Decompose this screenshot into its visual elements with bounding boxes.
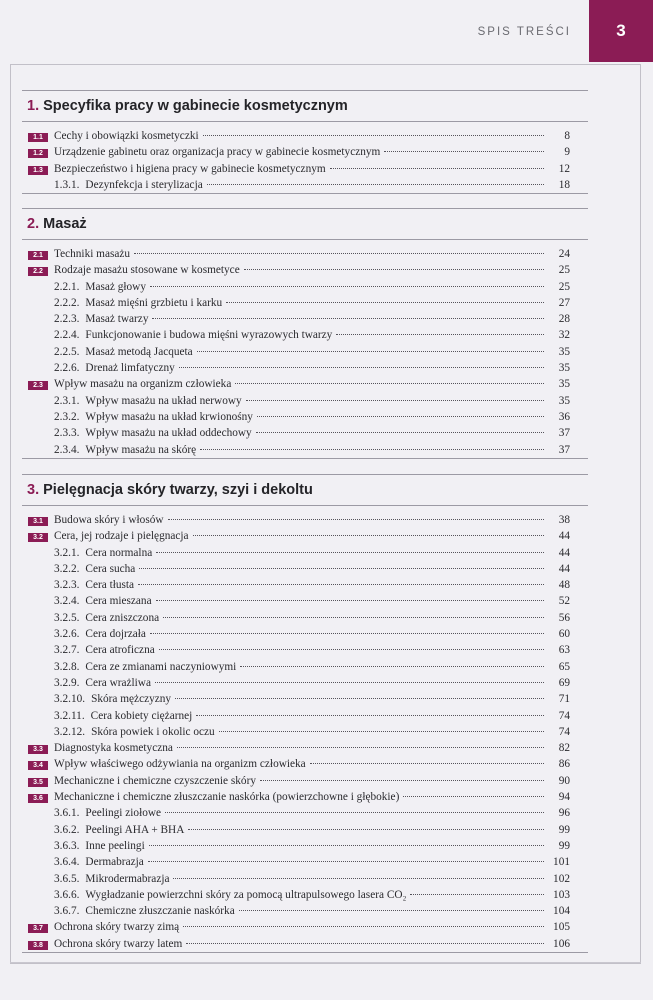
entry-number: 3.2.4. <box>54 595 80 608</box>
entry-number: 3.6.4. <box>54 856 80 869</box>
section-title: Specyfika pracy w gabinecie kosmetycznym <box>43 98 348 114</box>
toc-entry <box>22 425 588 441</box>
entry-page-number: 36 <box>558 410 570 423</box>
dot-leader <box>219 731 544 732</box>
entry-title: Wpływ masażu na układ nerwowy <box>85 394 242 407</box>
entry-page-number: 52 <box>558 595 570 608</box>
dot-leader <box>152 318 544 319</box>
dot-leader <box>239 910 544 911</box>
toc-entry <box>22 756 588 772</box>
toc-entry <box>22 442 588 458</box>
entry-title: Masaż twarzy <box>85 313 149 326</box>
toc-entry <box>22 822 588 838</box>
dot-leader <box>330 168 544 169</box>
dot-leader <box>175 698 544 699</box>
toc-entry <box>22 838 588 854</box>
dot-leader <box>256 432 544 433</box>
entry-page-number: 94 <box>558 791 570 804</box>
entry-page-number: 38 <box>558 514 570 526</box>
entry-title: Cera sucha <box>85 562 136 575</box>
dot-leader <box>149 845 544 846</box>
entry-title: Cera kobiety ciężarnej <box>90 709 193 722</box>
entry-title: Drenaż limfatyczny <box>85 362 175 375</box>
dot-leader <box>200 449 544 450</box>
toc-entry <box>22 724 588 740</box>
entry-number: 2.2.5. <box>54 345 80 358</box>
section-title: Masaż <box>43 216 87 232</box>
entry-title: Budowa skóry i włosów <box>54 514 164 526</box>
toc-entry <box>22 642 588 658</box>
entry-page-number: 35 <box>558 362 570 375</box>
toc-entry <box>22 903 588 919</box>
toc-entry <box>22 919 588 935</box>
toc-entry <box>22 360 588 376</box>
chapter-badge: 3.6 <box>28 794 48 803</box>
entry-title: Dezynfekcja i sterylizacja <box>85 178 203 191</box>
toc-entry <box>22 246 588 262</box>
entry-title: Cera ze zmianami naczyniowymi <box>85 660 237 673</box>
page-header <box>0 0 653 62</box>
entry-title: Cera wrażliwa <box>85 676 151 689</box>
entry-title: Peelingi AHA + BHA <box>85 823 185 836</box>
entry-page-number: 35 <box>558 345 570 358</box>
entry-title: Wpływ masażu na organizm człowieka <box>54 378 232 391</box>
dot-leader <box>177 747 544 748</box>
dot-leader <box>235 383 544 384</box>
entry-page-number: 103 <box>553 888 570 901</box>
entry-page-number: 12 <box>558 162 570 175</box>
toc-entry <box>22 789 588 805</box>
toc-entry <box>22 262 588 278</box>
dot-leader <box>226 302 544 303</box>
entry-number: 2.3.1. <box>54 394 80 407</box>
toc-entry <box>22 279 588 295</box>
toc-entry <box>22 626 588 642</box>
dot-leader <box>403 796 544 797</box>
dot-leader <box>196 715 544 716</box>
chapter-badge: 3.7 <box>28 924 48 933</box>
entry-page-number: 90 <box>558 774 570 787</box>
entry-page-number: 25 <box>558 280 570 293</box>
toc-entry <box>22 887 588 903</box>
entry-number: 3.2.11. <box>54 709 85 722</box>
chapter-badge: 1.3 <box>28 166 48 175</box>
entry-title: Wygładzanie powierzchni skóry za pomocą ultrapulsowego lasera CO₂ <box>85 888 407 901</box>
entry-page-number: 86 <box>558 758 570 771</box>
dot-leader <box>203 135 544 136</box>
entry-page-number: 8 <box>564 130 570 142</box>
dot-leader <box>159 649 544 650</box>
entry-title: Rodzaje masażu stosowane w kosmetyce <box>54 264 240 277</box>
entry-number: 2.2.1. <box>54 280 80 293</box>
entry-title: Masaż metodą Jacqueta <box>85 345 193 358</box>
section-heading <box>22 209 588 240</box>
entry-title: Cera tłusta <box>85 579 135 592</box>
dot-leader <box>150 286 544 287</box>
entry-page-number: 65 <box>558 660 570 673</box>
entry-page-number: 24 <box>558 248 570 260</box>
toc-entry <box>22 773 588 789</box>
chapter-badge: 1.2 <box>28 149 48 158</box>
entry-page-number: 74 <box>558 725 570 738</box>
section-title: Pielęgnacja skóry twarzy, szyi i dekoltu <box>43 482 313 498</box>
toc-entry <box>22 128 588 144</box>
entry-number: 3.2.2. <box>54 562 80 575</box>
entry-number: 3.6.1. <box>54 807 80 820</box>
entry-page-number: 69 <box>558 676 570 689</box>
entry-page-number: 27 <box>558 296 570 309</box>
dot-leader <box>257 416 544 417</box>
toc-entry <box>22 376 588 392</box>
toc-entry <box>22 327 588 343</box>
entry-page-number: 44 <box>558 530 570 543</box>
entry-title: Wpływ masażu na układ oddechowy <box>85 427 252 440</box>
toc-section <box>22 474 588 953</box>
entry-page-number: 48 <box>558 579 570 592</box>
toc-entry <box>22 577 588 593</box>
toc-entry <box>22 871 588 887</box>
dot-leader <box>384 151 544 152</box>
chapter-badge: 2.1 <box>28 251 48 260</box>
entry-number: 2.3.3. <box>54 427 80 440</box>
section-heading <box>22 91 588 122</box>
dot-leader <box>168 519 544 520</box>
footer-rule <box>10 962 641 963</box>
dot-leader <box>148 861 544 862</box>
entry-page-number: 9 <box>564 146 570 159</box>
toc-section <box>22 90 588 194</box>
entry-title: Bezpieczeństwo i higiena pracy w gabinecie kosmetycznym <box>54 162 326 175</box>
entry-title: Masaż mięśni grzbietu i karku <box>85 296 223 309</box>
entry-page-number: 35 <box>558 394 570 407</box>
dot-leader <box>240 666 544 667</box>
entry-page-number: 104 <box>553 905 570 918</box>
entry-number: 3.6.7. <box>54 905 80 918</box>
running-head: SPIS TREŚCI <box>477 26 571 38</box>
entry-number: 3.6.6. <box>54 888 80 901</box>
entry-page-number: 35 <box>558 378 570 391</box>
entry-title: Wpływ masażu na układ krwionośny <box>85 410 253 423</box>
entry-title: Mechaniczne i chemiczne czyszczenie skóry <box>54 774 256 787</box>
dot-leader <box>188 829 544 830</box>
dot-leader <box>246 400 544 401</box>
entry-title: Ochrona skóry twarzy zimą <box>54 921 180 934</box>
dot-leader <box>260 780 544 781</box>
toc-entries <box>22 240 588 458</box>
dot-leader <box>310 763 544 764</box>
entry-number: 2.3.4. <box>54 443 80 456</box>
entry-title: Cera mieszana <box>85 595 152 608</box>
entry-title: Wpływ właściwego odżywiania na organizm człowieka <box>54 758 306 771</box>
toc-entry <box>22 177 588 193</box>
entry-number: 3.2.12. <box>54 725 86 738</box>
entry-number: 3.2.10. <box>54 693 86 706</box>
entry-page-number: 37 <box>558 443 570 456</box>
entry-page-number: 56 <box>558 611 570 624</box>
entry-page-number: 37 <box>558 427 570 440</box>
entry-title: Urządzenie gabinetu oraz organizacja pracy w gabinecie kosmetycznym <box>54 146 381 159</box>
entry-page-number: 60 <box>558 628 570 641</box>
section-heading <box>22 475 588 506</box>
toc-entry <box>22 344 588 360</box>
toc-entry <box>22 545 588 561</box>
dot-leader <box>150 633 544 634</box>
entry-number: 3.2.8. <box>54 660 80 673</box>
dot-leader <box>193 535 544 536</box>
toc-entry <box>22 805 588 821</box>
entry-page-number: 63 <box>558 644 570 657</box>
toc-entry <box>22 610 588 626</box>
dot-leader <box>139 568 544 569</box>
chapter-badge: 2.3 <box>28 381 48 390</box>
entry-page-number: 44 <box>558 546 570 559</box>
entry-page-number: 82 <box>558 742 570 755</box>
chapter-badge: 3.1 <box>28 517 48 526</box>
dot-leader <box>165 812 544 813</box>
toc-entry <box>22 161 588 177</box>
entry-title: Inne peelingi <box>85 839 145 852</box>
entry-page-number: 32 <box>558 329 570 342</box>
section-number: 2. <box>27 216 40 232</box>
entry-page-number: 99 <box>558 823 570 836</box>
entry-number: 3.6.3. <box>54 839 80 852</box>
page-number-badge: 3 <box>589 0 653 62</box>
entry-page-number: 74 <box>558 709 570 722</box>
toc-entry <box>22 854 588 870</box>
dot-leader <box>138 584 544 585</box>
entry-page-number: 101 <box>553 856 570 869</box>
entry-title: Peelingi ziołowe <box>85 807 162 820</box>
entry-page-number: 105 <box>553 921 570 934</box>
toc-entry <box>22 659 588 675</box>
dot-leader <box>134 253 544 254</box>
entry-title: Techniki masażu <box>54 248 131 260</box>
entry-title: Cera zniszczona <box>85 611 160 624</box>
entry-page-number: 96 <box>558 807 570 820</box>
toc-entry <box>22 295 588 311</box>
entry-number: 1.3.1. <box>54 178 80 191</box>
entry-number: 2.2.2. <box>54 296 80 309</box>
toc-entry <box>22 740 588 756</box>
dot-leader <box>163 617 544 618</box>
section-number: 1. <box>27 98 40 114</box>
dot-leader <box>197 351 544 352</box>
entry-title: Cera dojrzała <box>85 628 146 641</box>
entry-title: Cera atroficzna <box>85 644 155 657</box>
chapter-badge: 3.3 <box>28 745 48 754</box>
entry-number: 3.6.5. <box>54 872 80 885</box>
toc-entry <box>22 512 588 528</box>
entry-page-number: 28 <box>558 313 570 326</box>
entry-title: Funkcjonowanie i budowa mięśni wyrazowych twarzy <box>85 329 333 342</box>
toc-section <box>22 208 588 459</box>
entry-number: 3.2.5. <box>54 611 80 624</box>
toc-entry <box>22 593 588 609</box>
entry-page-number: 99 <box>558 839 570 852</box>
entry-number: 2.2.3. <box>54 313 80 326</box>
toc-entry <box>22 936 588 952</box>
dot-leader <box>156 552 544 553</box>
dot-leader <box>155 682 544 683</box>
entry-title: Mechaniczne i chemiczne złuszczanie naskórka (powierzchowne i głębokie) <box>54 791 400 804</box>
entry-title: Masaż głowy <box>85 280 146 293</box>
entry-title: Ochrona skóry twarzy latem <box>54 937 183 950</box>
toc-entry <box>22 675 588 691</box>
dot-leader <box>179 367 544 368</box>
entry-page-number: 102 <box>553 872 570 885</box>
entry-number: 3.2.9. <box>54 676 80 689</box>
entry-title: Skóra powiek i okolic oczu <box>91 725 215 738</box>
dot-leader <box>173 878 544 879</box>
entry-page-number: 106 <box>553 937 570 950</box>
entry-page-number: 25 <box>558 264 570 277</box>
entry-number: 2.3.2. <box>54 410 80 423</box>
entry-title: Cechy i obowiązki kosmetyczki <box>54 130 199 142</box>
toc-entry <box>22 409 588 425</box>
entry-title: Mikrodermabrazja <box>85 872 170 885</box>
toc-entry <box>22 708 588 724</box>
toc-entry <box>22 561 588 577</box>
chapter-badge: 3.5 <box>28 778 48 787</box>
toc-entries <box>22 122 588 193</box>
dot-leader <box>183 926 544 927</box>
dot-leader <box>244 269 544 270</box>
toc-entries <box>22 506 588 952</box>
entry-title: Cera normalna <box>85 546 153 559</box>
dot-leader <box>410 894 544 895</box>
entry-title: Cera, jej rodzaje i pielęgnacja <box>54 530 189 543</box>
dot-leader <box>156 600 544 601</box>
entry-page-number: 18 <box>558 178 570 191</box>
entry-number: 2.2.6. <box>54 362 80 375</box>
entry-number: 3.2.3. <box>54 579 80 592</box>
entry-number: 3.6.2. <box>54 823 80 836</box>
chapter-badge: 3.2 <box>28 533 48 542</box>
entry-title: Wpływ masażu na skórę <box>85 443 197 456</box>
toc-entry <box>22 144 588 160</box>
entry-title: Skóra mężczyzny <box>91 693 172 706</box>
chapter-badge: 1.1 <box>28 133 48 142</box>
toc-entry <box>22 393 588 409</box>
toc-entry <box>22 528 588 544</box>
dot-leader <box>336 334 544 335</box>
toc-entry <box>22 311 588 327</box>
entry-title: Diagnostyka kosmetyczna <box>54 742 173 755</box>
entry-number: 3.2.6. <box>54 628 80 641</box>
toc-entry <box>22 691 588 707</box>
entry-page-number: 71 <box>558 693 570 706</box>
dot-leader <box>186 943 544 944</box>
entry-number: 3.2.7. <box>54 644 80 657</box>
entry-page-number: 44 <box>558 562 570 575</box>
chapter-badge: 3.4 <box>28 761 48 770</box>
entry-number: 2.2.4. <box>54 329 80 342</box>
chapter-badge: 3.8 <box>28 941 48 950</box>
chapter-badge: 2.2 <box>28 267 48 276</box>
section-number: 3. <box>27 482 40 498</box>
dot-leader <box>207 184 544 185</box>
entry-title: Dermabrazja <box>85 856 144 869</box>
entry-number: 3.2.1. <box>54 546 80 559</box>
entry-title: Chemiczne złuszczanie naskórka <box>85 905 235 918</box>
